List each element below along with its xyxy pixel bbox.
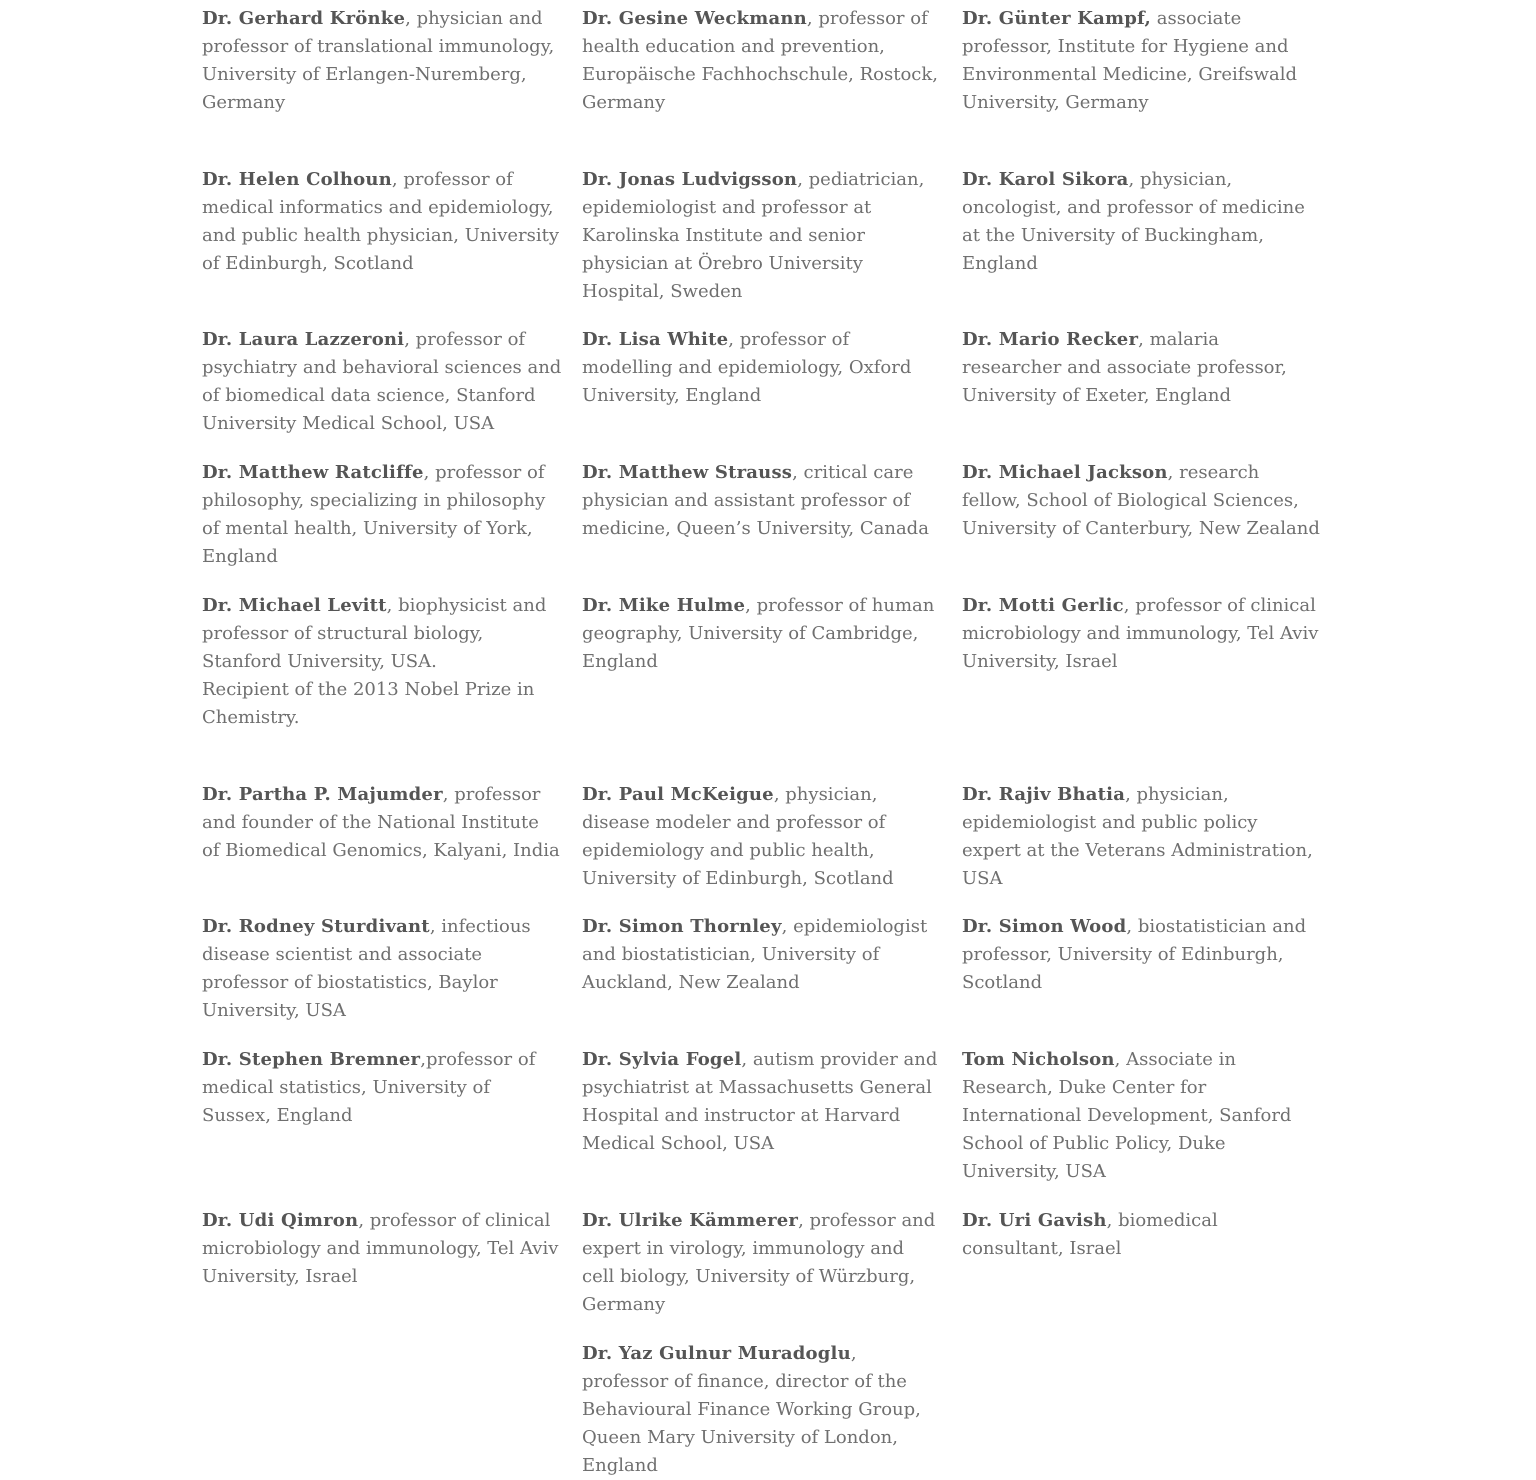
signatory-entry [962, 781, 1322, 893]
signatory-entry [582, 592, 942, 732]
signatory-entry [582, 913, 942, 1025]
signatory-description: , professor of modelling and epidemiology, Oxford University, England [582, 329, 912, 406]
signatory-row [202, 1340, 1322, 1480]
signatory-entry [962, 5, 1322, 117]
signatory-description: , epidemiologist and biostatistician, University of Auckland, New Zealand [582, 916, 928, 993]
signatory-description: , professor of philosophy, specializing in philosophy of mental health, University of York, England [202, 462, 546, 567]
signatory-description: ,professor of medical statistics, University of Sussex, England [202, 1049, 536, 1126]
signatory-entry [962, 166, 1322, 306]
signatory-description: , autism provider and psychiatrist at Massachusetts General Hospital and instructor at Harvard Medical School, USA [582, 1049, 938, 1154]
signatory-entry [582, 459, 942, 571]
signatory-row [202, 459, 1322, 571]
signatory-name: Dr. Rajiv Bhatia [962, 784, 1126, 805]
signatory-description: , infectious disease scientist and associate professor of biostatistics, Baylor University, USA [202, 916, 531, 1021]
signatory-name: Dr. Helen Colhoun [202, 169, 392, 190]
signatory-description: , physician, epidemiologist and public policy expert at the Veterans Administration, USA [962, 784, 1313, 889]
signatory-entry [202, 459, 562, 571]
signatory-name: Dr. Uri Gavish [962, 1210, 1107, 1231]
signatory-description: , physician and professor of translational immunology, University of Erlangen-Nuremberg, Germany [202, 8, 555, 113]
signatory-description: , professor and expert in virology, immunology and cell biology, University of Würzburg, Germany [582, 1210, 936, 1315]
signatory-entry [962, 459, 1322, 571]
signatory-entry [962, 326, 1322, 438]
signatory-description: , critical care physician and assistant professor of medicine, Queen’s University, Canada [582, 462, 929, 539]
signatory-entry [582, 1340, 942, 1480]
signatory-description: associate professor, Institute for Hygiene and Environmental Medicine, Greifswald University, Germany [962, 8, 1298, 113]
signatory-description: , Associate in Research, Duke Center for International Development, Sanford School of Public Policy, Duke University, USA [962, 1049, 1292, 1182]
signatory-name: Dr. Stephen Bremner [202, 1049, 421, 1070]
signatory-name: Dr. Gesine Weckmann [582, 8, 807, 29]
signatory-description: , professor of clinical microbiology and immunology, Tel Aviv University, Israel [962, 595, 1319, 672]
signatory-entry-empty [202, 1340, 562, 1480]
signatory-name: Dr. Laura Lazzeroni [202, 329, 405, 350]
signatory-name: Dr. Simon Thornley [582, 916, 782, 937]
signatory-name: Dr. Ulrike Kämmerer [582, 1210, 799, 1231]
signatory-name: Tom Nicholson [962, 1049, 1115, 1070]
signatory-entry [962, 1207, 1322, 1319]
signatory-entry [962, 592, 1322, 732]
signatory-row [202, 592, 1322, 732]
signatory-name: Dr. Karol Sikora [962, 169, 1129, 190]
signatory-name: Dr. Yaz Gulnur Muradoglu [582, 1343, 851, 1364]
signatory-row [202, 166, 1322, 306]
signatory-description: , research fellow, School of Biological Sciences, University of Canterbury, New Zealand [962, 462, 1320, 539]
signatory-entry [582, 166, 942, 306]
signatory-description: , physician, oncologist, and professor of medicine at the University of Buckingham, England [962, 169, 1305, 274]
signatory-description: , malaria researcher and associate professor, University of Exeter, England [962, 329, 1287, 406]
signatory-description: , professor of medical informatics and epidemiology, and public health physician, University of Edinburgh, Scotland [202, 169, 560, 274]
signatory-entry [582, 1046, 942, 1186]
signatory-description: , biomedical consultant, Israel [962, 1210, 1218, 1259]
signatory-row [202, 913, 1322, 1025]
signatory-name: Dr. Günter Kampf, [962, 8, 1151, 29]
signatory-entry [202, 913, 562, 1025]
signatory-name: Dr. Motti Gerlic [962, 595, 1124, 616]
signatory-name: Dr. Matthew Ratcliffe [202, 462, 424, 483]
signatory-entry [962, 913, 1322, 1025]
signatory-entry [582, 1207, 942, 1319]
signatory-row [202, 5, 1322, 117]
signatory-description: , physician, disease modeler and professor of epidemiology and public health, University of Edinburgh, Scotland [582, 784, 894, 889]
signatory-entry [202, 1207, 562, 1319]
signatory-row [202, 781, 1322, 893]
signatory-note: Recipient of the 2013 Nobel Prize in Chemistry. [202, 679, 535, 728]
signatory-name: Dr. Partha P. Majumder [202, 784, 443, 805]
signatory-name: Dr. Rodney Sturdivant [202, 916, 430, 937]
signatory-entry [202, 781, 562, 893]
signatory-description: , biophysicist and professor of structural biology, Stanford University, USA. [202, 595, 547, 672]
signatory-description: , professor and founder of the National Institute of Biomedical Genomics, Kalyani, India [202, 784, 560, 861]
signatory-name: Dr. Lisa White [582, 329, 729, 350]
signatory-entry-empty [962, 1340, 1322, 1480]
signatory-name: Dr. Michael Levitt [202, 595, 387, 616]
signatory-description: , professor of psychiatry and behavioral sciences and of biomedical data science, Stanford University Medical School, USA [202, 329, 562, 434]
signatory-entry [202, 1046, 562, 1186]
signatory-entry [582, 781, 942, 893]
signatory-entry [202, 326, 562, 438]
signatory-name: Dr. Simon Wood [962, 916, 1127, 937]
signatory-name: Dr. Matthew Strauss [582, 462, 793, 483]
signatory-entry [202, 166, 562, 306]
signatory-row [202, 1046, 1322, 1186]
signatory-name: Dr. Sylvia Fogel [582, 1049, 742, 1070]
signatory-description: , professor of human geography, University of Cambridge, England [582, 595, 935, 672]
signatory-name: Dr. Mike Hulme [582, 595, 746, 616]
signatory-entry [582, 326, 942, 438]
signatory-entry [202, 5, 562, 117]
signatory-entry [962, 1046, 1322, 1186]
signatory-row [202, 1207, 1322, 1319]
signatory-name: Dr. Udi Qimron [202, 1210, 359, 1231]
signatory-name: Dr. Jonas Ludvigsson [582, 169, 798, 190]
signatory-name: Dr. Paul McKeigue [582, 784, 774, 805]
signatory-description: , professor of finance, director of the Behavioural Finance Working Group, Queen Mary University of London, England [582, 1343, 921, 1476]
signatory-entry [202, 592, 562, 732]
signatory-name: Dr. Mario Recker [962, 329, 1139, 350]
signatory-name: Dr. Michael Jackson [962, 462, 1168, 483]
signatory-entry [582, 5, 942, 117]
signatory-description: , professor of health education and prevention, Europäische Fachhochschule, Rostock, Germany [582, 8, 939, 113]
signatory-description: , professor of clinical microbiology and immunology, Tel Aviv University, Israel [202, 1210, 559, 1287]
signatory-name: Dr. Gerhard Krönke [202, 8, 406, 29]
signatory-row [202, 326, 1322, 438]
signatory-description: , biostatistician and professor, University of Edinburgh, Scotland [962, 916, 1307, 993]
signatory-description: , pediatrician, epidemiologist and professor at Karolinska Institute and senior physician at Örebro University Hospital, Sweden [582, 169, 925, 302]
